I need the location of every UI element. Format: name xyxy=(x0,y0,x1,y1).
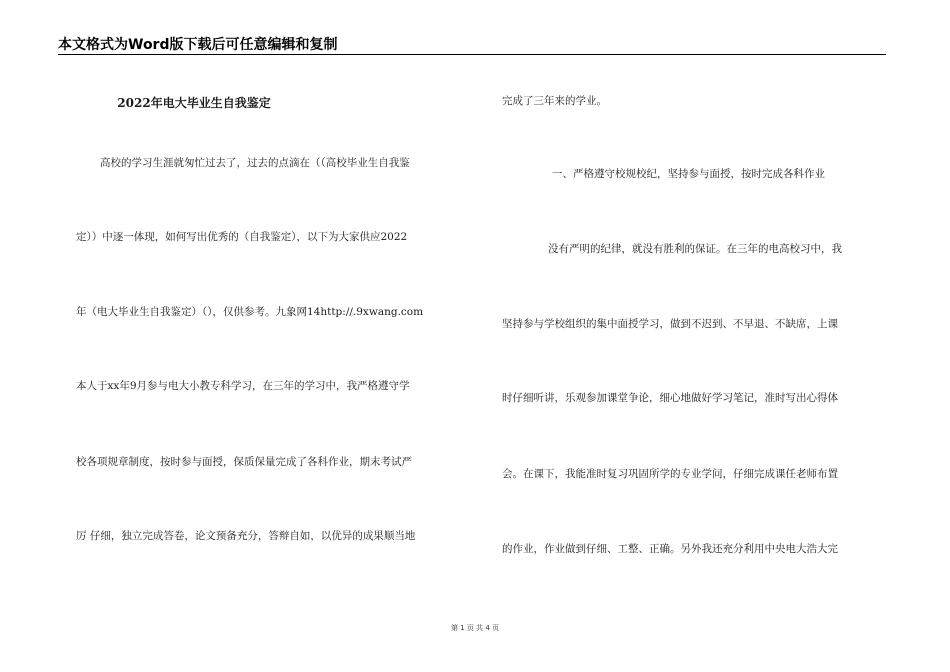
left-line-4: 本人于xx年9月参与电大小教专科学习，在三年的学习中，我严格遵守学 xyxy=(76,380,410,392)
right-line-3: 没有严明的纪律，就没有胜利的保证。在三年的电高校习中，我 xyxy=(548,243,842,255)
left-column xyxy=(76,0,464,600)
header-text: 本文格式为Word版下载后可任意编辑和复制 xyxy=(58,37,338,53)
right-column xyxy=(502,0,886,600)
right-line-7: 的作业，作业做到仔细、工整、正确。另外我还充分利用中央电大浩大完 xyxy=(502,543,838,555)
page-footer: 第 1 页 共 4 页 xyxy=(450,624,500,632)
left-line-6: 厉 仔细，独立完成答卷，论文预备充分，答辩自如，以优异的成果顺当地 xyxy=(76,530,416,542)
right-line-2: 一、严格遵守校规校纪，坚持参与面授，按时完成各科作业 xyxy=(552,168,825,180)
left-line-2: 定））中逐一体现，如何写出优秀的（自我鉴定），以下为大家供应2022 xyxy=(76,231,408,243)
left-line-5: 校各项规章制度，按时参与面授，保质保量完成了各科作业，期末考试严 xyxy=(76,456,412,468)
right-line-6: 会。在课下，我能准时复习巩固所学的专业学问，仔细完成课任老师布置 xyxy=(502,468,838,480)
right-line-5: 时仔细听讲，乐观参加课堂争论，细心地做好学习笔记，准时写出心得体 xyxy=(502,392,838,404)
left-line-3: 年（电大毕业生自我鉴定）（），仅供参考。九象网14http://.9xwang.com xyxy=(76,306,424,318)
left-line-1: 高校的学习生涯就匆忙过去了，过去的点滴在（（高校毕业生自我鉴 xyxy=(100,157,410,169)
right-line-1: 完成了三年来的学业。 xyxy=(502,95,607,107)
document-title: 2022年电大毕业生自我鉴定 xyxy=(117,96,271,110)
right-line-4: 坚持参与学校组织的集中面授学习，做到不迟到、不早退、不缺席，上课 xyxy=(502,318,838,330)
